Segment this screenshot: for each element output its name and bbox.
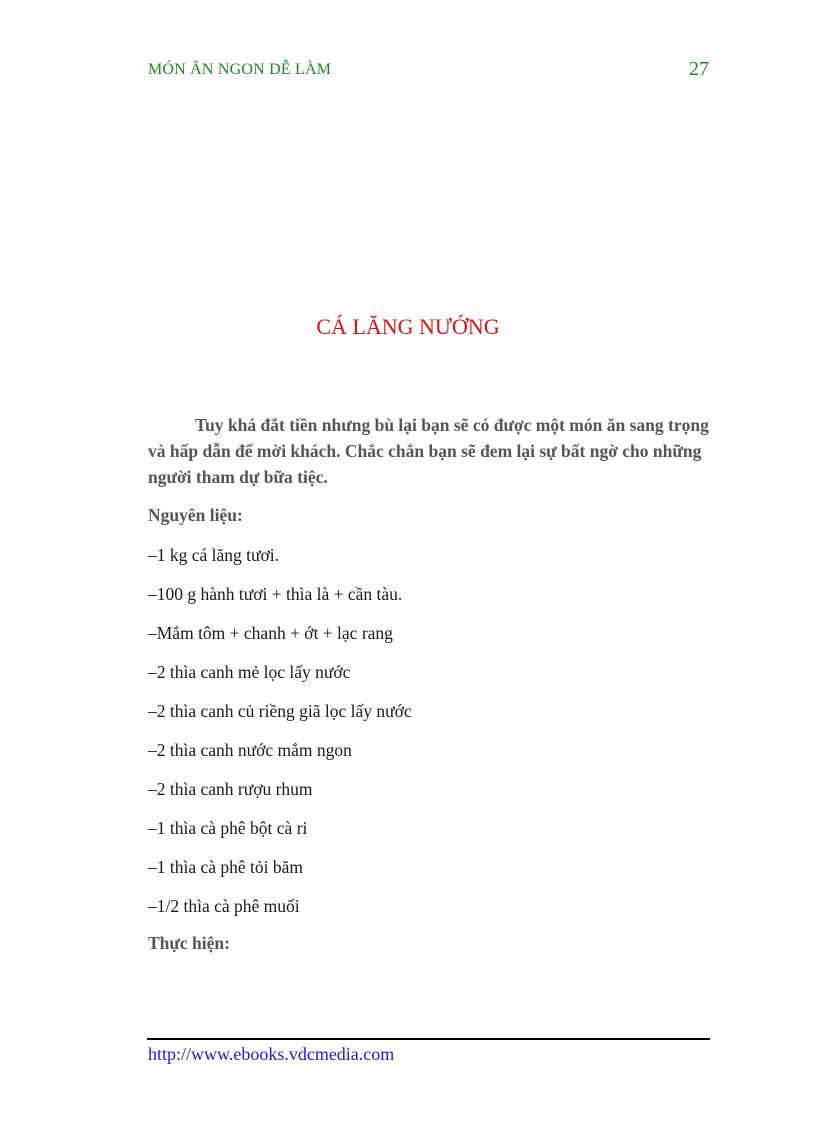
ingredient-item: –2 thìa canh củ riềng giã lọc lấy nước	[148, 701, 412, 721]
ingredient-item: –1 thìa cà phê bột cà ri	[148, 818, 308, 838]
method-label: Thực hiện:	[148, 933, 230, 953]
recipe-title: CÁ LĂNG NƯỚNG	[316, 314, 500, 339]
ingredient-item: –100 g hành tươi + thìa là + cần tàu.	[148, 584, 403, 604]
book-title: MÓN ĂN NGON DỄ LÀM	[148, 61, 332, 78]
footer-link[interactable]: http://www.ebooks.vdcmedia.com	[148, 1044, 395, 1064]
ingredients-label: Nguyên liệu:	[148, 505, 243, 525]
footer-divider	[147, 1038, 710, 1040]
ingredient-item: –1 thìa cà phê tỏi băm	[148, 857, 304, 877]
ingredient-item: –2 thìa canh nước mắm ngon	[148, 740, 352, 760]
ingredient-item: –2 thìa canh rượu rhum	[148, 779, 313, 799]
ingredient-item: –1 kg cá lăng tươi.	[148, 545, 280, 565]
ingredient-item: –1/2 thìa cà phê muối	[148, 896, 300, 916]
ingredient-item: –2 thìa canh mẻ lọc lấy nước	[148, 662, 351, 682]
intro-paragraph: Tuy khá đắt tiền nhưng bù lại bạn sẽ có được một món ăn sang trọng và hấp dẫn để mời khách. Chắc chắn bạn sẽ đem lại sự bất ngờ cho những người tham dự bữa tiệc.	[148, 415, 709, 487]
page-number: 27	[689, 58, 709, 80]
ingredient-item: –Mắm tôm + chanh + ớt + lạc rang	[148, 623, 393, 643]
